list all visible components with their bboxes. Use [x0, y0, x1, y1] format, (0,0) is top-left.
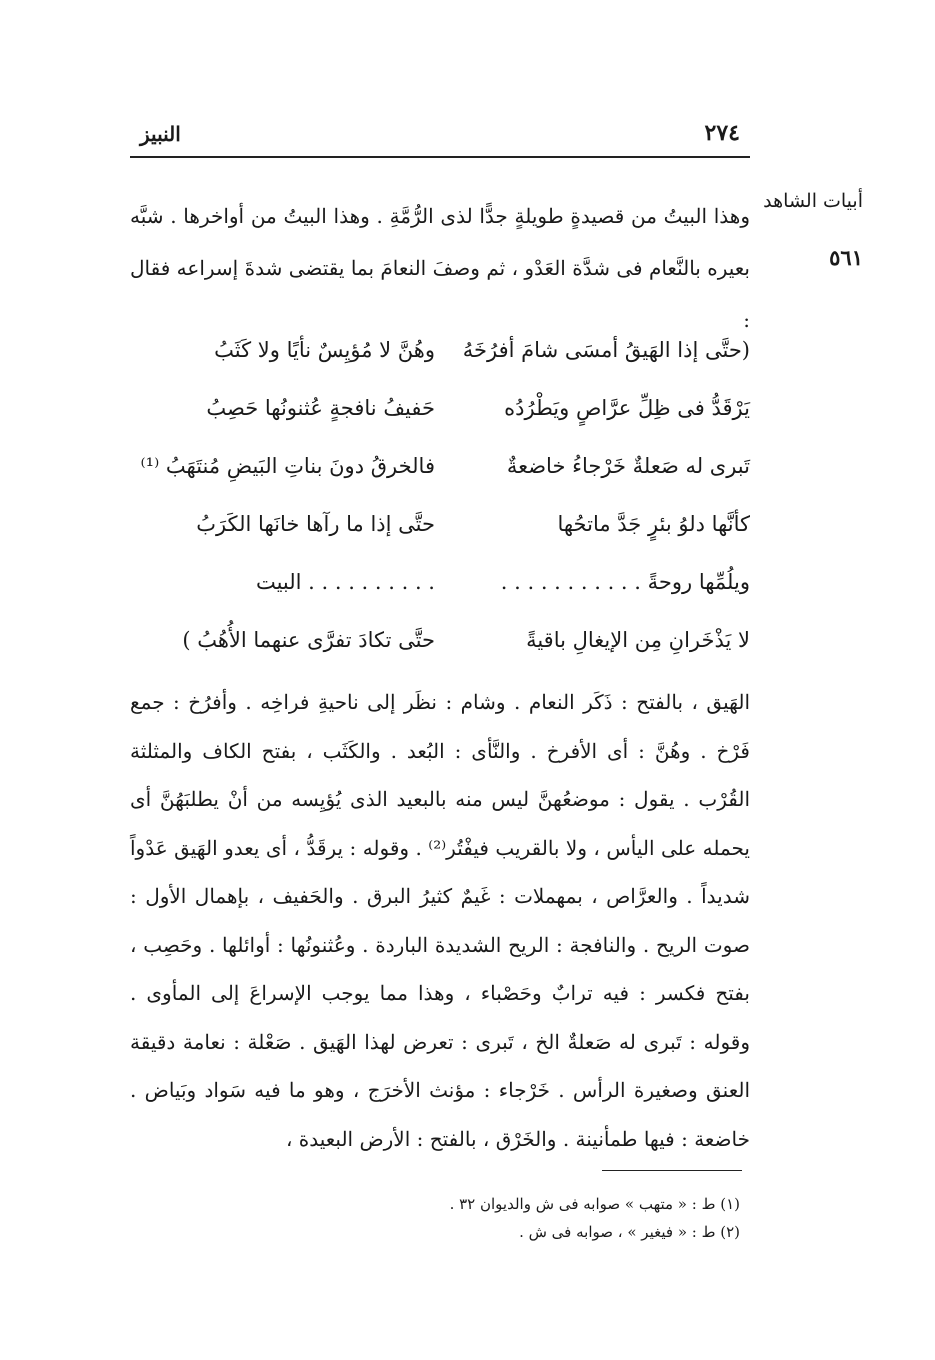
verse-line: [130, 454, 750, 512]
header-rule: [130, 156, 750, 158]
footnote: (٢) ط : « فيغير » ، صوابه فى ش .: [519, 1223, 740, 1241]
verse-second-hemistich: وهُنَّ لا مُؤيِسٌ نأيًا ولا كَثَبُ: [214, 338, 435, 362]
verse-line: [130, 570, 750, 628]
verse-second-hemistich: حتَّى إذا ما رآها خانَها الكَرَبُ: [196, 512, 435, 536]
verse-second-hemistich: فالخرقُ دونَ بناتِ البَيضِ مُنتَهَبُ ⁽¹⁾: [140, 454, 435, 478]
verse-first-hemistich: (حتَّى إذا الهَيقُ أمسَى شامَ أفرُخَهُ: [462, 338, 750, 362]
verse-first-hemistich: ويلُمِّها روحةً . . . . . . . . . . .: [500, 570, 750, 594]
footnote-rule: [602, 1170, 742, 1171]
footnotes: [330, 1190, 740, 1246]
page-number: ٢٧٤: [704, 120, 740, 146]
margin-note: أبيات الشاهد: [763, 190, 863, 212]
footnote: (١) ط : « متهب » صوابه فى ش والديوان ٣٢ .: [449, 1195, 740, 1213]
verse-line: [130, 396, 750, 454]
verse-second-hemistich: حتَّى تكادَ تفرَّى عنهما الأُهُبُ ): [182, 628, 435, 652]
intro-paragraph: وهذا البيتُ من قصيدةٍ طويلةٍ جدًّا لذى الرُّمَّةِ . وهذا البيتُ من أواخرها . شبَّه بعيره بالنَّعام فى شدَّة العَدْو ، ثم وصفَ النعامَ بما يقتضى شدةَ إسراعه فقال :: [130, 204, 750, 332]
poem-verses: [130, 338, 750, 686]
commentary-paragraph: الهَيق ، بالفتح : ذَكَر النعام . وشام : نظَر إلى ناحيةِ فراخِه . وأفرُخ : جمع فَرْخ . وهُنَّ : أى الأفرخ . والنَّأى : البُعد . والكَثَب ، بفتح الكاف والمثلثة القُرْب . يقول : موضعُهنَّ ليس منه بالبعيد الذى يُؤيِسه من أنْ يطلبَهُنَّ أى يحمله على اليأس ، ولا بالقريب فيفْتُر⁽²⁾ . وقوله : يرقَدُّ ، أى يعدو الهَيق عَدْواً شديداً . والعرَّاص ، بمهملات : غَيمٌ كثيرُ البرق . والحَفيف ، بإهمال الأول : صوت الريح . والنافجة : الريح الشديدة الباردة . وعُثنونُها : أوائلها . وحَصِب ، بفتح فكسر : فيه ترابٌ وحَصْباء ، وهذا مما يوجب الإسراعَ إلى المأوى . وقوله : تَبرى له صَعلةٌ الخ ، تَبرى : تعرض لهذا الهَيق . صَعْلة : نعامة دقيقة العنق وصغيرة الرأس . خَرْجاء : مؤنث الأخرَج ، وهو ما فيه سَواد وبَياض . خاضعة : فيها طمأنينة . والخَرْق ، بالفتح : الأرض البعيدة ،: [130, 690, 750, 1151]
verse-line: [130, 512, 750, 570]
verse-first-hemistich: لا يَذْخَرانِ مِن الإيغالِ باقيةً: [526, 628, 750, 652]
verse-second-hemistich: . . . . . . . . . . البيت: [255, 570, 435, 594]
verse-second-hemistich: حَفيفُ نافجةٍ عُثنونُها حَصِبُ: [206, 396, 435, 420]
running-header: [130, 120, 750, 154]
verse-first-hemistich: تَبرى له صَعلةٌ خَرْجاءُ خاضعةٌ: [506, 454, 750, 478]
verse-first-hemistich: كأنَّها دلوُ بئرٍ جَدَّ ماتحُها: [557, 512, 750, 536]
margin-number: ٥٦١: [829, 245, 863, 270]
verse-line: [130, 338, 750, 396]
running-title: النبيز: [140, 122, 181, 146]
verse-first-hemistich: يَرْقَدُّ فى ظِلِّ عرَّاصٍ ويَطْرُدُه: [504, 396, 750, 420]
